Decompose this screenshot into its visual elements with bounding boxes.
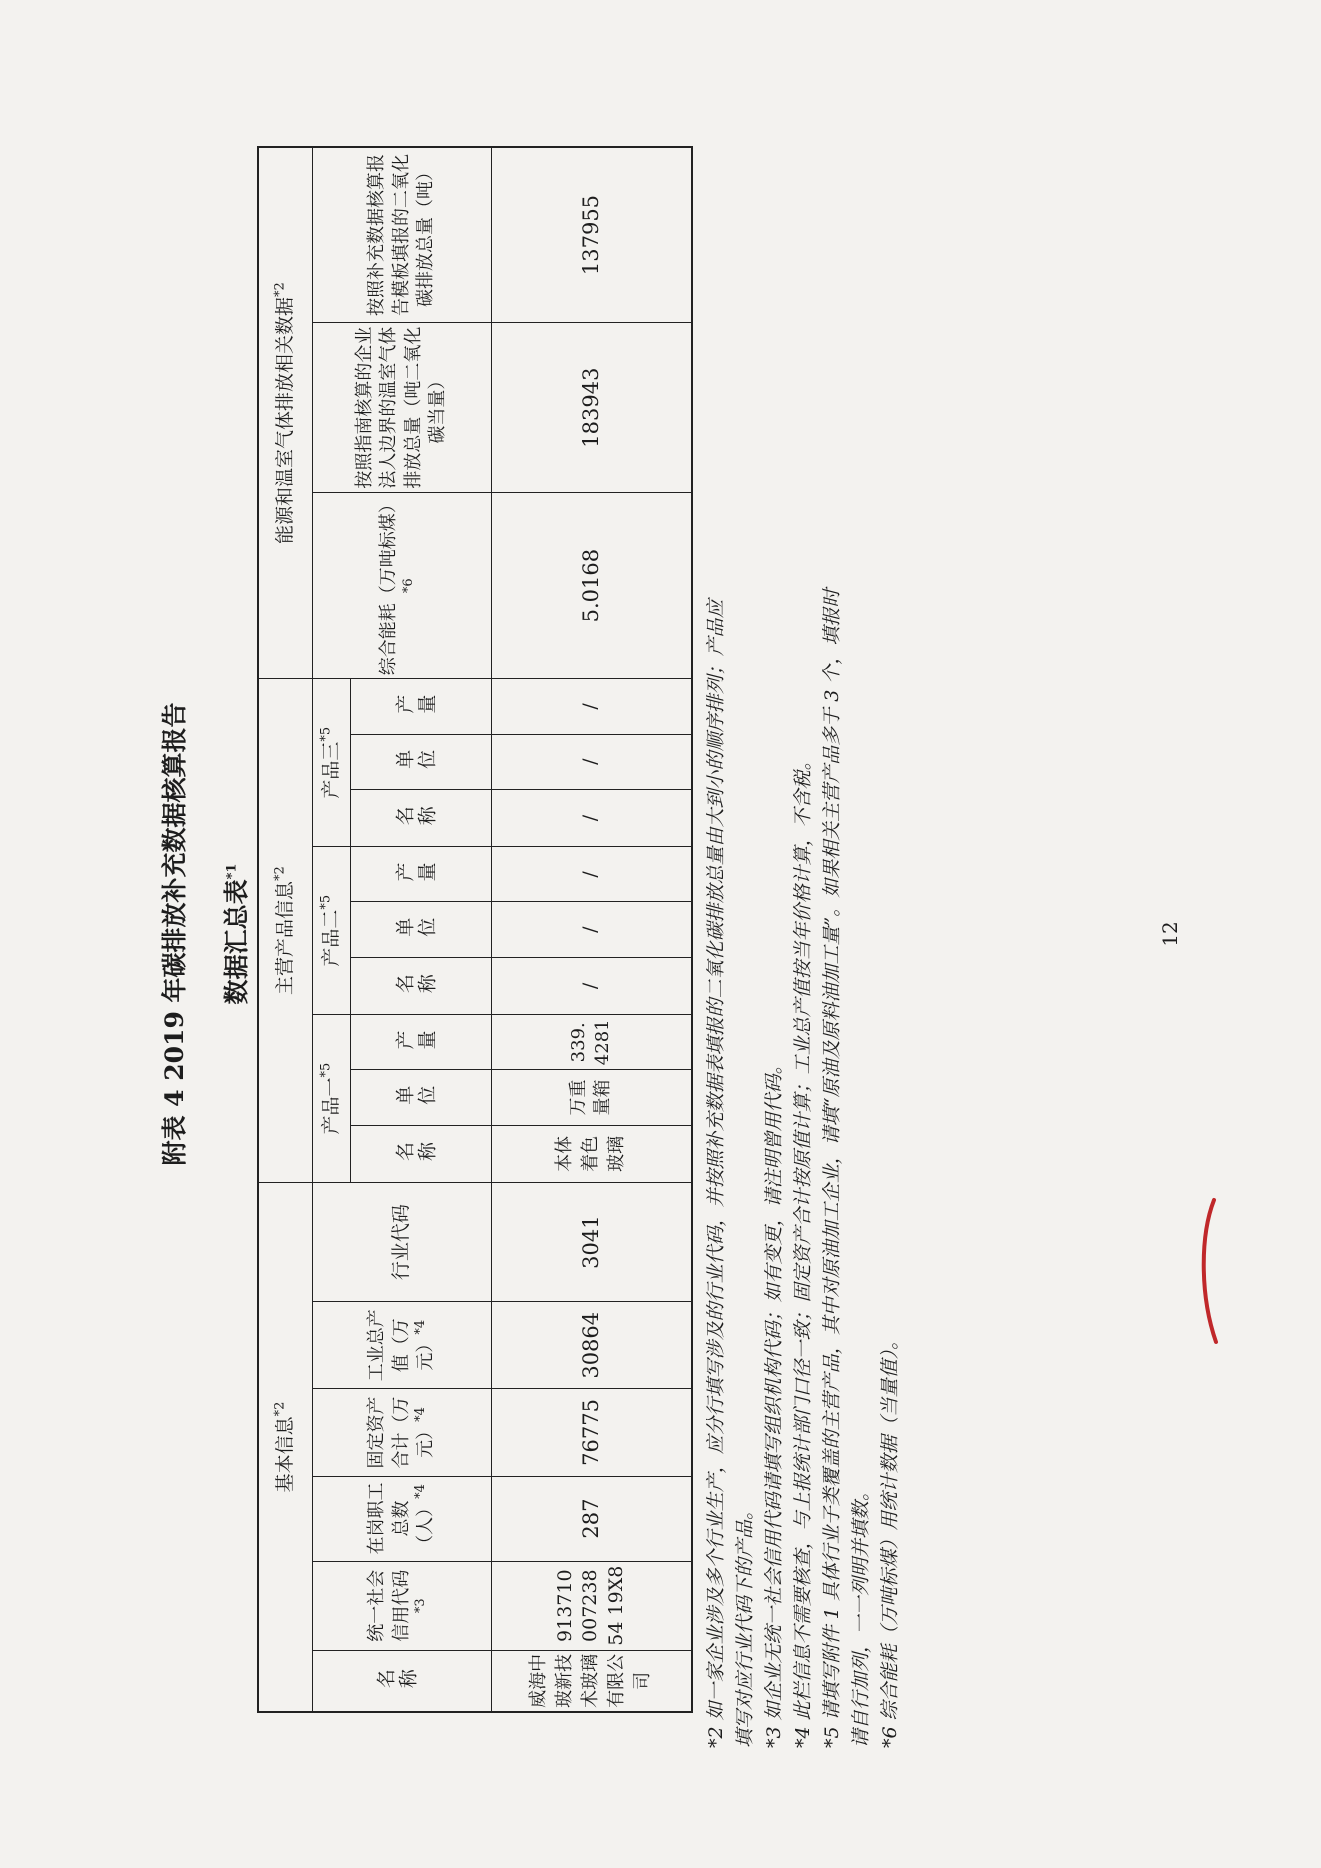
header-p2-output-text: 产量 <box>394 862 439 885</box>
header-product-1-text: 产品一 <box>319 1077 342 1135</box>
header-product-3 <box>312 679 350 847</box>
header-p3-output-text: 产量 <box>394 694 439 717</box>
header-main-products-text: 主营产品信息 <box>273 881 296 996</box>
header-product-1-note: *5 <box>318 1062 334 1078</box>
footnote-2: *2 如一家企业涉及多个行业生产，应分行填写涉及的行业代码，并按照补充数据表填报的二氧化碳排放总量由大到小的顺序排列；产品应 <box>705 599 727 1748</box>
footnote-6: *6 综合能耗（万吨标煤）用统计数据（当量值）。 <box>879 1330 901 1748</box>
header-main-products <box>258 679 312 1183</box>
header-product-2-note: *5 <box>318 894 334 910</box>
header-co2-total: 按照补充数据核算报告模板填报的二氧化碳排放总量（吨） <box>312 147 491 323</box>
cell-p1-name: 本体着色玻璃 <box>491 1125 692 1182</box>
header-p2-name-text: 名称 <box>394 974 439 997</box>
cell-p1-output: 339.4281 <box>491 1015 692 1070</box>
footnote-2-cont: 填写对应行业代码下的产品。 <box>734 1500 756 1748</box>
cell-industrial-output: 30864 <box>491 1302 692 1389</box>
header-ghg-total: 按照指南核算的企业法人边界的温室气体排放总量（吨二氧化碳当量） <box>312 323 491 493</box>
header-p3-unit <box>350 734 491 789</box>
header-fixed-assets-text: 固定资产合计（万元） <box>366 1396 436 1469</box>
header-fixed-assets-note: *4 <box>412 1407 428 1422</box>
header-employees-note: *4 <box>412 1484 428 1499</box>
header-p2-output <box>350 847 491 902</box>
header-industrial-output-text: 工业总产值（万元） <box>366 1309 436 1382</box>
cell-name: 威海中玻新技术玻璃有限公司 <box>491 1650 692 1712</box>
header-main-products-note: *2 <box>272 866 288 882</box>
footnote-5: *5 请填写附件 1 具体行业子类覆盖的主营产品，其中对原油加工企业，请填“原油及原料油加工量”。如果相关主营产品多于 3 个，填报时 <box>821 588 843 1748</box>
header-energy-consumption <box>312 493 491 679</box>
cell-p3-unit: / <box>491 734 692 789</box>
cell-p2-unit: / <box>491 902 692 957</box>
cell-p2-output: / <box>491 847 692 902</box>
header-p1-output <box>350 1015 491 1070</box>
header-industrial-output <box>312 1302 491 1389</box>
cell-employees: 287 <box>491 1476 692 1561</box>
header-energy-data-note: *2 <box>272 282 288 297</box>
header-energy-consumption-text: 综合能耗（万吨标煤） <box>378 495 400 676</box>
header-credit-code-text: 统一社会信用代码 <box>366 1569 412 1642</box>
cell-p3-name: / <box>491 789 692 846</box>
cell-p2-name: / <box>491 957 692 1014</box>
header-p2-name <box>350 957 491 1014</box>
header-employees <box>312 1476 491 1561</box>
header-name <box>312 1650 491 1712</box>
red-stamp-stroke <box>1204 1200 1216 1342</box>
header-name-text: 名称 <box>375 1669 420 1692</box>
header-product-1 <box>312 1015 350 1183</box>
cell-industry-code: 3041 <box>491 1183 692 1302</box>
header-basic-info <box>258 1183 312 1712</box>
table-title-text: 数据汇总表 <box>222 879 251 1005</box>
cell-p1-unit: 万重量箱 <box>491 1070 692 1125</box>
cell-credit-code: 91371000723854 19X8 <box>491 1561 692 1650</box>
header-p2-unit <box>350 902 491 957</box>
header-fixed-assets <box>312 1389 491 1476</box>
header-energy-data <box>258 147 312 679</box>
footnote-3: *3 如企业无统一社会信用代码请填写组织机构代码；如有变更，请注明曾用代码。 <box>763 1055 785 1748</box>
header-p3-name-text: 名称 <box>394 806 439 829</box>
summary-table <box>257 146 693 1713</box>
header-p1-unit <box>350 1070 491 1125</box>
table-title-note: *1 <box>224 863 240 880</box>
header-basic-info-text: 基本信息 <box>273 1416 296 1493</box>
footnote-4: *4 此栏信息不需要核查，与上报统计部门口径一致；固定资产合计按原值计算；工业总产值按当年价格计算，不含税。 <box>792 751 814 1748</box>
table-title <box>217 140 253 1728</box>
page-number: 12 <box>1158 921 1182 947</box>
footnotes <box>702 138 905 1748</box>
header-p2-unit-text: 单位 <box>394 917 439 940</box>
cell-ghg-total: 183943 <box>491 323 692 493</box>
header-employees-text: 在岗职工总数（人） <box>366 1482 436 1555</box>
header-p1-unit-text: 单位 <box>394 1085 439 1108</box>
header-p3-unit-text: 单位 <box>394 749 439 772</box>
header-industrial-output-note: *4 <box>412 1319 428 1335</box>
header-product-3-note: *5 <box>318 726 334 742</box>
header-energy-consumption-note: *6 <box>400 578 416 594</box>
red-stamp-edge-mark <box>1196 1196 1222 1346</box>
footnote-5-cont: 请自行加列，一一列明并填数。 <box>850 1481 872 1748</box>
header-product-2-text: 产品二 <box>319 909 342 967</box>
header-credit-code-note: *3 <box>412 1598 428 1614</box>
cell-co2-total: 137955 <box>491 147 692 323</box>
header-p1-output-text: 产量 <box>394 1030 439 1053</box>
header-energy-data-text: 能源和温室气体排放相关数据 <box>273 296 296 544</box>
header-product-2 <box>312 847 350 1015</box>
cell-p3-output: / <box>491 679 692 734</box>
header-p1-name <box>350 1125 491 1182</box>
report-title: 附表 4 2019 年碳排放补充数据核算报告 <box>160 702 189 1166</box>
cell-fixed-assets: 76775 <box>491 1389 692 1476</box>
header-p3-name <box>350 789 491 846</box>
table-row <box>491 147 692 1712</box>
header-p3-output <box>350 679 491 734</box>
header-basic-info-note: *2 <box>272 1401 288 1417</box>
cell-energy-consumption: 5.0168 <box>491 493 692 679</box>
header-industry-code: 行业代码 <box>312 1183 491 1302</box>
header-credit-code <box>312 1561 491 1650</box>
header-product-3-text: 产品三 <box>319 741 342 799</box>
header-p1-name-text: 名称 <box>394 1142 439 1165</box>
